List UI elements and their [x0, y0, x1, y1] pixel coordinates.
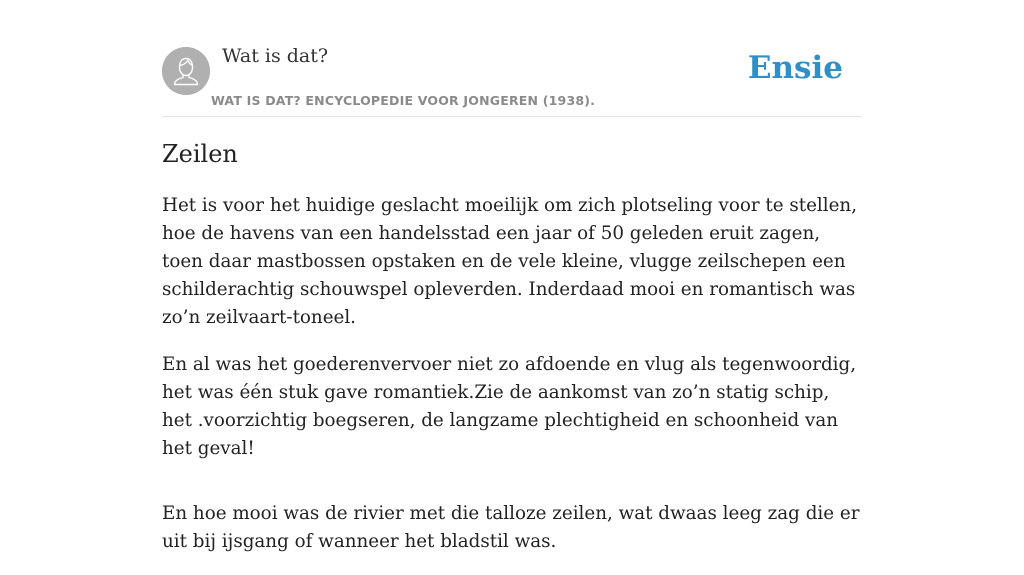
- author-name[interactable]: Wat is dat?: [222, 45, 329, 67]
- article-title: Zeilen: [162, 140, 238, 168]
- paragraph: En hoe mooi was de rivier met die talloze zeilen, wat dwaas leeg zag die er uit bij ijsgang of wanneer het bladstil was.: [162, 503, 860, 552]
- ensie-logo[interactable]: Ensie: [747, 50, 843, 86]
- paragraph: En al was het goederenvervoer niet zo afdoende en vlug als tegenwoordig, het was één stuk gave romantiek.Zie de aankomst van zo’n statig schip, het .voorzichtig boegseren, de langzame plechtigheid en schoonheid van het geval!: [162, 354, 857, 459]
- source-label[interactable]: WAT IS DAT? ENCYCLOPEDIE VOOR JONGEREN (1938).: [211, 93, 596, 108]
- article-body: [162, 192, 864, 575]
- avatar[interactable]: [162, 47, 210, 95]
- article-header: [162, 0, 862, 117]
- user-silhouette-icon: [162, 47, 210, 95]
- paragraph: Het is voor het huidige geslacht moeilijk om zich plotseling voor te stellen, hoe de havens van een handelsstad een jaar of 50 geleden eruit zagen, toen daar mastbossen opstaken en de vele kleine, vlugge zeilschepen een schilderachtig schouwspel opleverden. Inderdaad mooi en romantisch was zo’n zeilvaart-toneel.: [162, 195, 857, 328]
